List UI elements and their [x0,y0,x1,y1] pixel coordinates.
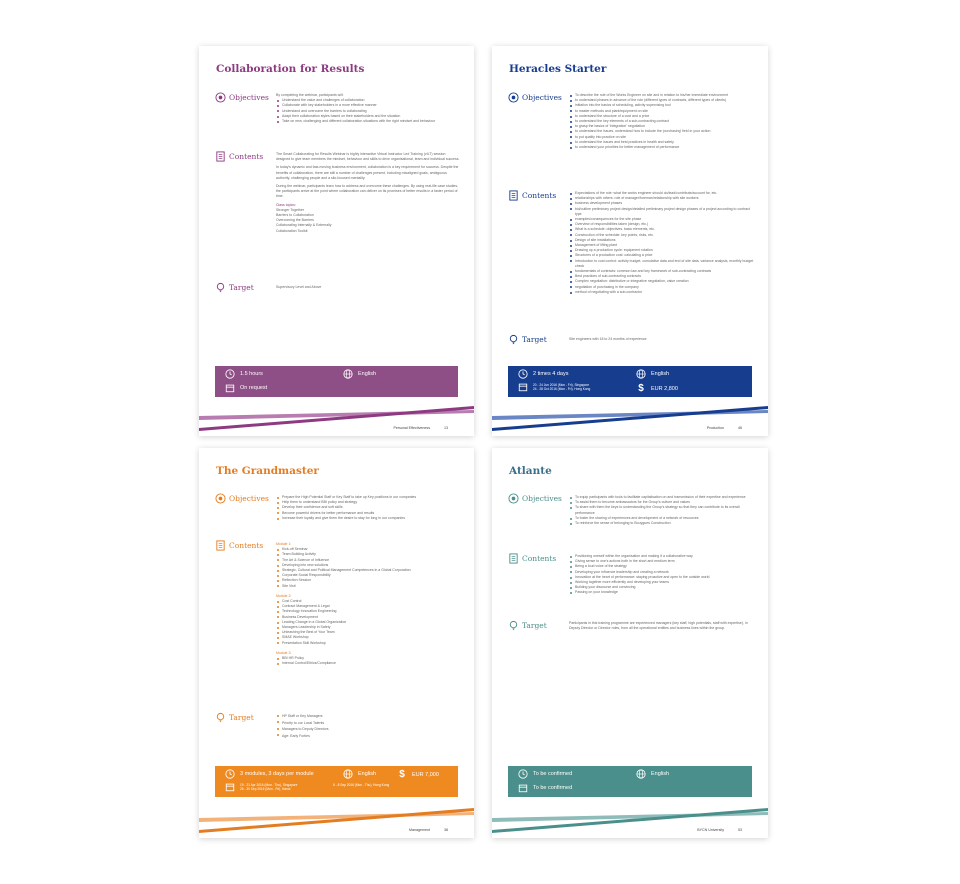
objectives-icon [508,92,519,103]
info-bar [215,766,458,797]
target-body: Participants in this training programme are experienced managers (key staff, high potentials, staff with expertise), in Deputy Director or Director roles, from all the operational entities and business lines within the group. [569,621,748,631]
list-item: Priority to our Local Talents [282,720,460,727]
list-item: Complex negotiation: distributive or integrative negotiation, value creation [575,279,754,284]
objectives-label: Objectives [229,93,269,102]
list-item: Design of site installations [575,238,754,243]
list-item: Giving sense to one's actions both in the short and medium term [575,559,754,564]
brochure-page-heracles [492,46,768,436]
session-date: 19 - 21 Apr 2016 (Mon - Thu), Singapore [240,782,298,787]
clock-icon [225,769,235,779]
list-item: To reinforce the sense of belonging to Bouygues Construction [575,521,754,526]
target-heading [508,620,547,631]
duration-cell [518,769,572,779]
brochure-page-atlante [492,448,768,838]
objectives-heading [215,92,269,103]
list-item: Leading Change in a Global Organization [282,620,460,625]
list-item: To equip participants with tools to facilitate capitalisation on and transmission of their expertise and experience [575,495,754,500]
contents-body [276,539,460,666]
target-icon [215,712,226,723]
duration: To be confirmed [533,771,573,777]
globe-icon [343,769,353,779]
dollar-icon: $ [399,769,405,780]
schedule-cell [518,382,590,392]
price-cell [397,769,439,780]
list-item: to put quality into practice on site [575,135,754,140]
price: EUR 2,800 [651,385,678,392]
duration-cell [225,769,314,779]
contents-label: Contents [522,191,557,200]
contents-icon [215,151,226,162]
calendar-icon [225,383,235,393]
contents-paragraph: In today's dynamic and fast-moving business environment, collaboration is a key requirement for success. Despite the benefits of collaboration, there are still a number of challenges present, including misaligned goals, ambiguous authority, challenging people and a silo-focused mentality. [276,165,459,180]
duration-cell [518,369,568,379]
list-item: Cost Control [282,599,460,604]
list-item: to understand the key elements of a sub-contracting contract [575,119,754,124]
target-label: Target [229,283,254,292]
list-item: Contract Management & Legal [282,604,460,609]
schedule-cell [225,383,267,393]
list-item: Collaborate with key stakeholders in a more effective manner [282,103,460,108]
footer-section: Production [706,426,724,430]
list-item: Strategic, Cultural and Political Management Competences in a Global Corporation [282,568,460,573]
objectives-intro: By completing the webinar, participants will: [276,93,344,97]
duration: 2 times 4 days [533,371,569,377]
list-item: Internal Control/Ethics/Compliance [282,661,460,666]
list-item: SMAE Workshop [282,635,460,640]
list-item: negotiation of purchasing in the company [575,285,754,290]
language-cell [343,769,376,779]
schedule: On request [240,385,268,391]
page-title: Atlante [509,465,552,477]
list-item: to understand your priorities for better management of performance [575,145,754,150]
target-icon [508,334,519,345]
decorative-swoosh [199,396,474,436]
language: English [358,371,377,377]
target-heading [215,712,254,723]
list-item: examples/consequences for the site phase [575,217,754,222]
list-item: Being a loud voice of the strategy [575,564,754,569]
language-cell [636,369,669,379]
session-date: 20 - 24 Jun 2016 (Mon - Fri), Singapore [533,382,589,387]
contents-paragraph: During the webinar, participants learn how to address and overcome these challenges. By using real-life case studies, the participants arrive at the point where collaboration can deliver on its promises of better results in a faster period of time. [276,184,459,199]
list-item: fundamentals of contracts: common law and key framework of sub-contracting contracts [575,269,754,274]
duration-cell [225,369,263,379]
globe-icon [343,369,353,379]
list-item: method of negotiating with a sub-contractor [575,290,754,295]
target-body [276,713,460,739]
price: EUR 7,000 [412,771,439,778]
list-item: Developing into new solutions [282,563,460,568]
list-item: to master methods and plant/equipment on site [575,109,754,114]
session-date: 26 - 30 Sep 2016 (Mon - Fri), Hanoi [240,787,291,791]
objectives-icon [508,493,519,504]
list-item: Overview of responsibilities taken (design, etc.) [575,222,754,227]
calendar-icon [225,782,235,792]
list-item: to understand the issues, understand how to include the 'purchasing' field in your action [575,129,754,134]
list-item: Technology Innovation Engineering [282,609,460,614]
contents-body [276,152,460,234]
page-number: 13 [444,426,448,430]
footer-section: BYCN University [697,828,724,832]
list-item: to grasp the basics of 'integration' negotiation [575,124,754,129]
list-item: Prepare the High Potential Staff or Key Staff to take up Key positions in our companies [282,495,460,500]
list-item: To assist them to become ambassadors for the Group's culture and values [575,500,754,505]
contents-icon [508,190,519,201]
language: English [651,371,670,377]
list-item: Understand the value and challenges of collaboration [282,98,460,103]
footer-section: Personal Effectiveness [393,426,430,430]
topic: Barriers to Collaboration [276,213,314,218]
decorative-swoosh [199,798,474,838]
topic: Stronger Together [276,207,304,212]
objectives-body [276,93,460,124]
list-item: To describe the role of the Works Engineer on site and in relation to his/her immediate environment [575,93,754,98]
target-body: Supervisory Level and Above [276,285,322,289]
session-date: 24 - 28 Oct 2016 (Mon - Fri), Hong Kong [533,387,591,391]
schedule-cell [518,783,572,793]
language: English [358,771,377,777]
list-item: relationships with others: role of manager/foreman/relationship with site workers [575,196,754,201]
dollar-icon: $ [638,383,644,394]
list-item: Managers to Deputy Directors [282,726,460,733]
contents-label: Contents [229,541,264,550]
list-item: Understand and overcome the barriers to collaborating [282,109,460,114]
list-item: Drawing up a production cycle: equipment rotation [575,248,754,253]
contents-paragraph: The Smart Collaborating for Results Webinar is highly interactive Virtual Instructor Led Training (vILT) session designed to give team members the mindset, behaviour and skills to drive organisational, team and individual success. [276,152,460,162]
list-item: To share with them the keys to understanding the Group's strategy so that they can contribute to its overall performance [575,505,754,515]
target-heading [215,282,254,293]
brochure-page-grandmaster [199,448,474,838]
duration: 1.5 hours [240,371,263,377]
target-body: Site engineers with 18 to 24 months of experience [569,337,647,341]
list-item: Reflection Session [282,578,460,583]
list-item: Help them to understand BBI policy and strategy [282,500,460,505]
list-item: Team Building Activity [282,552,460,557]
topic: Collaboration Toolkit [276,228,308,233]
info-bar [508,366,752,397]
decorative-swoosh [492,798,768,838]
list-item: Presentation Skill Workshop [282,641,460,646]
page-footer [707,426,742,430]
list-item: Develop their confidence and soft skills [282,505,460,510]
objectives-label: Objectives [229,494,269,503]
price-cell [636,383,678,394]
list-item: Unleashing the Best of Your Team [282,630,460,635]
list-item: to understand the issues and best practices in health and safety [575,140,754,145]
objectives-icon [215,92,226,103]
clock-icon [518,769,528,779]
calendar-icon [518,783,528,793]
schedule: To be confirmed [533,785,573,791]
list-item: To foster the sharing of experiences and development of a network of resources [575,516,754,521]
list-item: Passing on your knowledge [575,590,754,595]
footer-section: Management [409,828,430,832]
contents-heading [215,540,263,551]
target-heading [508,334,547,345]
list-item: Expectations of the role: what the works engineer should do/lead/contribute/account for, etc. [575,191,754,196]
target-label: Target [229,713,254,722]
list-item: What is a schedule: objectives, basic elements, etc. [575,227,754,232]
list-item: Management of lifting plant [575,243,754,248]
module-heading: Module 3: [276,650,292,655]
list-item: business development phases [575,201,754,206]
info-bar [508,766,752,797]
contents-heading [215,151,263,162]
list-item: Business Development [282,615,460,620]
decorative-swoosh [492,396,768,436]
objectives-label: Objectives [522,93,562,102]
info-bar [215,366,458,397]
session-date: 6 - 8 Sep 2016 (Mon - Thu), Hong Kong [333,783,390,787]
contents-body [569,554,754,596]
list-item: to understand phases in advance of the role (different types of contracts, different types of clients) [575,98,754,103]
page-title: Collaboration for Results [216,63,365,75]
list-item: Become powerful drivers for better performance and results [282,511,460,516]
list-item: Increase their loyalty and give them the desire to stay for long in our companies [282,516,460,521]
list-item: Adapt their collaboration styles based on their stakeholders and the situation [282,114,460,119]
page-title: Heracles Starter [509,63,607,75]
clock-icon [225,369,235,379]
list-item: HP Staff or Key Managers [282,713,460,720]
page-footer [394,426,449,430]
list-item: initiation into the basics of scheduling, activity supervising tool [575,103,754,108]
objectives-heading [215,493,269,504]
contents-icon [215,540,226,551]
target-icon [215,282,226,293]
list-item: Construction of the schedule: key points, risks, etc. [575,233,754,238]
topic: Collaborating Internally & Externally [276,223,332,228]
list-item: Innovation at the heart of performance: staying proactive and open to the outside world [575,575,754,580]
schedule-cell [225,782,297,792]
page-number: 53 [738,828,742,832]
module-heading: Module 1: [276,542,292,546]
list-item: Structures of a production cost: calculating a price [575,253,754,258]
topic: Overcoming the Barriers [276,218,314,223]
target-label: Target [522,335,547,344]
list-item: Managers Leadership in Safety [282,625,460,630]
page-number: 38 [444,828,448,832]
calendar-icon [518,382,528,392]
globe-icon [636,369,646,379]
page-footer [697,828,742,832]
duration: 3 modules, 3 days per module [240,771,314,777]
list-item: Age: Early Forties [282,733,460,740]
list-item: Kick-off Seminar [282,547,460,552]
list-item: Developing your influence leadership and creating a network [575,570,754,575]
language: English [651,771,670,777]
contents-icon [508,553,519,564]
list-item: Corporate Social Responsibility [282,573,460,578]
objectives-icon [215,493,226,504]
list-item: to understand the structure of a cost and a price [575,114,754,119]
language-cell [636,769,669,779]
clock-icon [518,369,528,379]
objectives-heading [508,92,562,103]
target-label: Target [522,621,547,630]
topics-heading: Class topics: [276,202,296,207]
contents-heading [508,553,556,564]
objectives-heading [508,493,562,504]
contents-heading [508,190,556,201]
objectives-label: Objectives [522,494,562,503]
list-item: Site Visit [282,584,460,589]
page-footer [409,828,448,832]
list-item: Building your discourse and convincing [575,585,754,590]
objectives-body [569,495,754,526]
objectives-body [276,495,460,521]
objectives-body [569,93,754,150]
list-item: Positioning oneself within the organisation and making it a collaborative way [575,554,754,559]
contents-label: Contents [522,554,557,563]
list-item: The Art & Science of Influence [282,558,460,563]
module-heading: Module 2: [276,593,292,598]
language-cell [343,369,376,379]
list-item: Take on new, challenging and different collaboration situations with the right mindset and behaviour [282,119,460,124]
list-item: BBI HR Policy [282,656,460,661]
globe-icon [636,769,646,779]
contents-label: Contents [229,152,264,161]
target-icon [508,620,519,631]
list-item: Introduction to cost control: activity budget, cumulative data and end of site data, variance analysis, monthly budget check [575,258,754,268]
contents-body [569,191,754,295]
list-item: Working together more efficiently and developing your teams [575,580,754,585]
page-title: The Grandmaster [216,465,319,477]
page-number: 46 [738,426,742,430]
list-item: Best practices of sub-contracting contracts [575,274,754,279]
brochure-page-collaboration [199,46,474,436]
list-item: bid/outline preliminary project design/detailed preliminary project design phases of a project according to contract type [575,207,754,217]
